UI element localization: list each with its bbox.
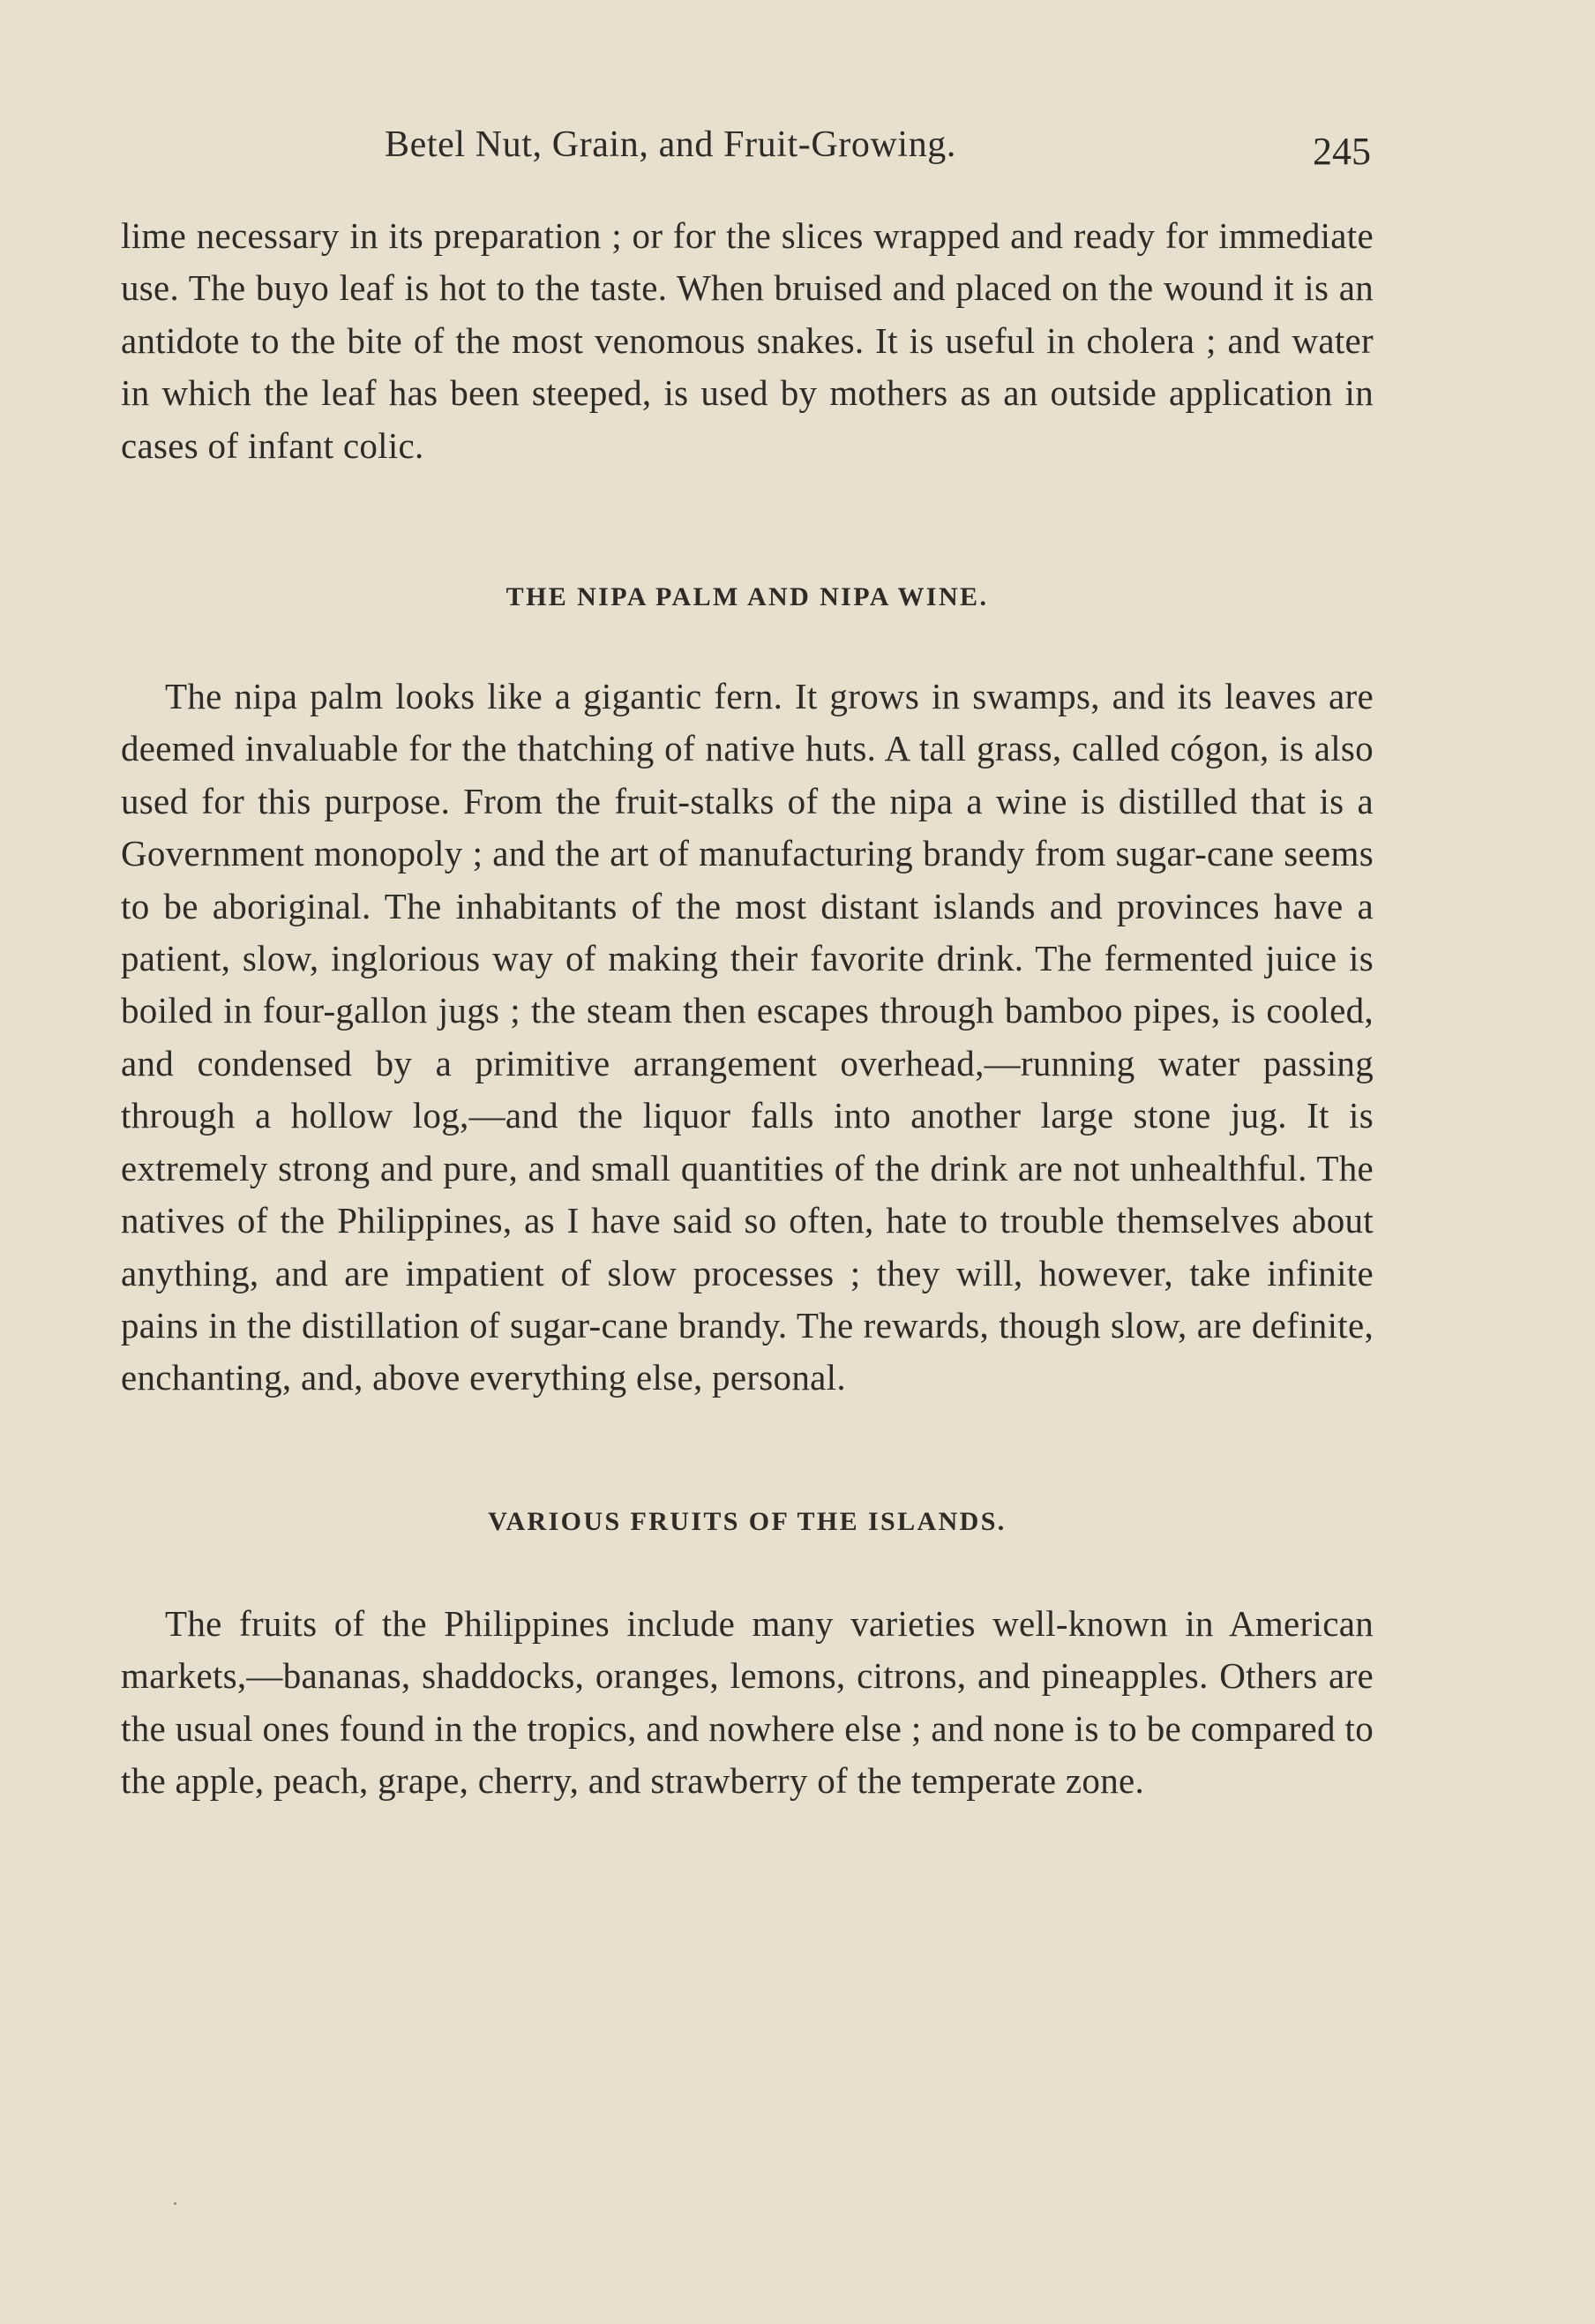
running-head <box>0 124 1595 176</box>
running-title: Betel Nut, Grain, and Fruit-Growing. <box>385 124 956 165</box>
paragraph-continued: lime necessary in its preparation ; or for the slices wrapped and ready for immediate use. The buyo leaf is hot to the taste. When bruised and placed on the wound it is an antidote to the bite of the most venomous snakes. It is useful in cholera ; and water in which the leaf has been steeped, is used by mothers as an outside application in cases of infant colic. <box>121 215 1374 466</box>
section-heading-various-fruits: VARIOUS FRUITS OF THE ISLANDS. <box>488 1506 1007 1536</box>
section-heading-nipa-palm: THE NIPA PALM AND NIPA WINE. <box>505 582 989 612</box>
page-number: 245 <box>1313 130 1371 173</box>
print-speck <box>174 2202 176 2205</box>
paragraph-various-fruits: The fruits of the Philippines include many varieties well-known in American markets,—bananas, shaddocks, oranges, lemons, citrons, and pineapples. Others are the usual ones found in the tropics, and nowhere else ; and none is to be compared to the apple, peach, grape, cherry, and strawberry of the temperate zone. <box>121 1602 1374 1801</box>
paragraph-nipa-palm: The nipa palm looks like a gigantic fern. It grows in swamps, and its leaves are deemed invaluable for the thatching of native huts. A tall grass, called cógon, is also used for this purpose. From the fruit-stalks of the nipa a wine is distilled that is a Government monopoly ; and the art of manufacturing brandy from sugar-cane seems to be aboriginal. The inhabitants of the most distant islands and provinces have a patient, slow, inglorious way of making their favorite drink. The fermented juice is boiled in four-gallon jugs ; the steam then escapes through bamboo pipes, is cooled, and condensed by a primitive arrangement overhead,—running water passing through a hollow log,—and the liquor falls into another large stone jug. It is extremely strong and pure, and small quantities of the drink are not unhealthful. The natives of the Philippines, as I have said so often, hate to trouble themselves about anything, and are impatient of slow processes ; they will, however, take infinite pains in the distillation of sugar-cane brandy. The rewards, though slow, are definite, enchanting, and, above everything else, personal. <box>121 676 1374 1398</box>
body-text <box>121 210 1374 1807</box>
